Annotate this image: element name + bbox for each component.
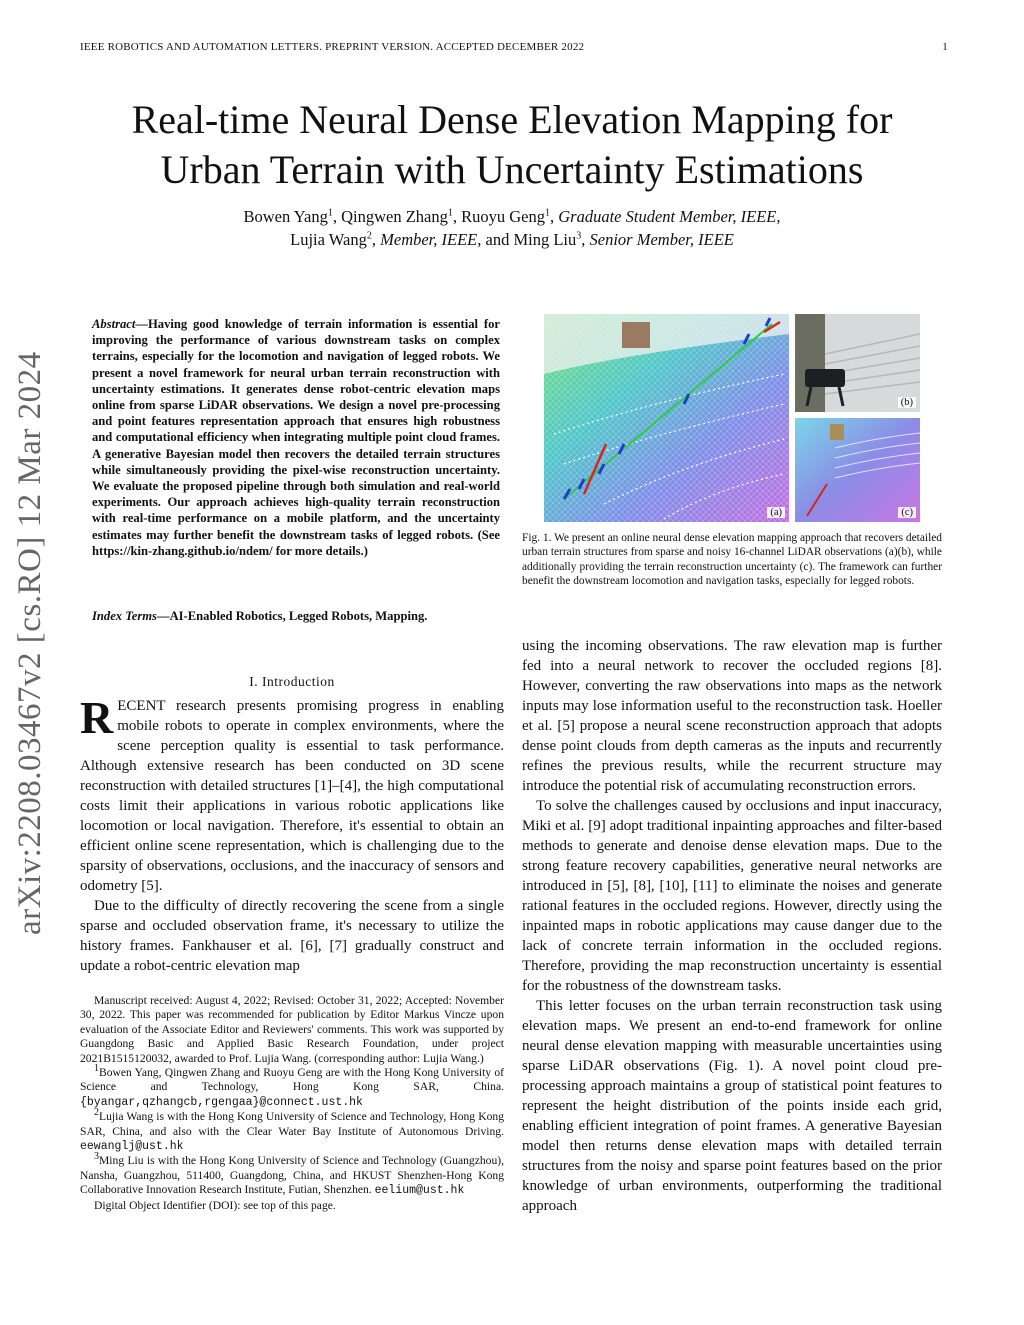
email: {byangar,qzhangcb,rgengaa}@connect.ust.hk [80,1095,363,1109]
page-number: 1 [942,41,948,53]
index-terms-text: —AI-Enabled Robotics, Legged Robots, Mapping. [156,609,428,623]
figure-1-caption: Fig. 1. We present an online neural dense elevation mapping approach that recovers detailed urban terrain structures from sparse and noisy 16-channel LiDAR observations (a)(b), while additionally providing the terrain reconstruction uncertainty (c). The framework can further benefit the downstream locomotion and navigation tasks, especially for legged robots. [522,532,942,588]
footnote-sup: 3 [94,1151,99,1163]
footnotes [80,994,504,1213]
intro-paragraph-1-text: ECENT research presents promising progress in enabling mobile robots to operate in complex environments, where the scene perception quality is essential to task performance. Although extensive research has been conducted on 3D scene reconstruction with detailed structures [1]–[4], the high computational costs limit their applications in various robotic applications like locomotion or local navigation. Therefore, it's essential to obtain an efficient online scene representation, which is challenging due to the sparsity of observations, occlusions, and the inaccuracy of sensors and odometry [5]. [80,698,504,894]
figure-1 [544,314,920,522]
footnote-text: Ming Liu is with the Hong Kong University of Science and Technology (Guangzhou), Nansha, Guangzhou, 511400, Guangdong, China, and HKUST Shenzhen-Hong Kong Collaborative Innovation Research Institute, Futian, Shenzhen. [80,1154,504,1197]
figure-panel-a [544,314,789,522]
author-name: Lujia Wang [290,230,367,249]
intro-paragraph-1 [80,692,504,896]
index-terms [92,608,500,624]
footnote-1 [80,1063,504,1110]
author-role: Senior Member, IEEE [589,230,734,249]
manuscript-note: Manuscript received: August 4, 2022; Revised: October 31, 2022; Accepted: November 30, 2022. This paper was recommended for publication by Editor Markus Vincze upon evaluation of the Associate Editor and Reviewers' comments. This work was supported by Guangdong Basic and Applied Basic Research Foundation, under project 2021B1515120032, awarded to Prof. Lujia Wang. (corresponding author: Lujia Wang.) [80,994,504,1065]
author-line-2: Lujia Wang$^2$, Member, IEEE, and Ming Liu$^3$, Senior Member, IEEE [290,230,734,249]
index-terms-label: Index Terms [92,609,157,623]
author-name: Ming Liu [513,230,577,249]
paper-title [60,95,964,195]
panel-label-a: (a) [767,507,785,518]
intro-right-column [522,636,942,1216]
affil-sup: 1 [545,207,550,219]
intro-left-column [80,692,504,976]
running-head-text: IEEE ROBOTICS AND AUTOMATION LETTERS. PREPRINT VERSION. ACCEPTED DECEMBER 2022 [80,41,585,53]
panel-label-c: (c) [898,507,916,518]
author-name: Ruoyu Geng [461,207,545,226]
author-role: Member, IEEE, [380,230,482,249]
title-line-2: Urban Terrain with Uncertainty Estimations [160,147,864,192]
panel-label-b: (b) [898,397,916,408]
intro-paragraph-5: This letter focuses on the urban terrain reconstruction task using elevation maps. We present an end-to-end framework for online neural dense elevation mapping with measurable uncertainties using sparse LiDAR observations (Fig. 1). A novel point cloud pre-processing approach maintains a group of statistical point features to represent the height distribution of the points inside each grid, enabling efficient integration of point frames. A generative Bayesian model then returns dense elevation maps with detailed terrain structures from the noisy and sparse point features based on the prior knowledge of urban environments, outperforming the traditional approach [522,998,942,1214]
footnote-3 [80,1151,504,1198]
intro-paragraph-3: using the incoming observations. The raw elevation map is further fed into a neural network to recover the occluded regions [8]. However, converting the raw observations into maps as the network inputs may lose information useful to the reconstruction task. Hoeller et al. [5] propose a neural scene reconstruction approach that adopts dense point clouds from depth cameras as the inputs and recurrently refines the previous results, while the recurrent structure may introduce the potential risk of accumulating reconstruction errors. [522,638,942,794]
drop-cap: R [80,692,114,743]
footnote-2 [80,1107,504,1154]
author-name: Qingwen Zhang [341,207,448,226]
author-role: Graduate Student Member, IEEE, [558,207,781,226]
author-list [60,205,964,251]
author-line-1: Bowen Yang$^1$, Qingwen Zhang$^1$, Ruoyu Geng$^1$, Graduate Student Member, IEEE, [243,207,781,226]
abstract-text: —Having good knowledge of terrain information is essential for improving the performance of various downstream tasks on complex terrains, especially for the locomotion and navigation of legged robots. We present a novel framework for neural urban terrain reconstruction with uncertainty estimations. It generates dense robot-centric elevation maps online from sparse LiDAR observations. We design a novel pre-processing and point features representation approach that ensures high robustness and computational efficiency when integrating multiple point cloud frames. A generative Bayesian model then recovers the detailed terrain structures while simultaneously providing the pixel-wise reconstruction uncertainty. We evaluate the proposed pipeline through both simulation and real-world experiments. Our approach achieves high-quality terrain reconstruction with real-time performance on a mobile platform, and the uncertainty estimates may further benefit the downstream tasks of legged robots. (See https://kin-zhang.github.io/ndem/ for more details.) [92,317,500,558]
footnote-sup: 1 [94,1063,99,1075]
intro-paragraph-2: Due to the difficulty of directly recovering the scene from a single sparse and occluded observation frame, it's necessary to utilize the history frames. Fankhauser et al. [6], [7] gradually construct and update a robot-centric elevation map [80,898,504,974]
elevation-map-image [544,314,789,522]
abstract-label: Abstract [92,317,136,331]
affil-sup: 1 [447,207,453,219]
footnote-sup: 2 [94,1107,99,1119]
arxiv-stamp: arXiv:2208.03467v2 [cs.RO] 12 Mar 2024 [12,351,48,935]
footnote-text: Lujia Wang is with the Hong Kong University of Science and Technology, Hong Kong SAR, China, and also with the Clear Water Bay Institute of Autonomous Driving. [80,1110,504,1138]
affil-sup: 2 [366,230,372,242]
figure-panel-b [795,314,920,412]
running-header [80,41,948,53]
figure-panel-c [795,418,920,522]
footnote-text: Bowen Yang, Qingwen Zhang and Ruoyu Geng are with the Hong Kong University of Science and Technology, Hong Kong SAR, China. [80,1066,504,1094]
affil-sup: 1 [327,207,333,219]
section-heading: I. Introduction [249,674,335,689]
email: eelium@ust.hk [374,1184,465,1198]
affil-sup: 3 [576,230,582,242]
author-conjunction: and [485,230,510,249]
doi-note: Digital Object Identifier (DOI): see top of this page. [94,1198,336,1212]
email: eewanglj@ust.hk [80,1140,184,1154]
author-name: Bowen Yang [243,207,328,226]
abstract [92,316,500,559]
title-line-1: Real-time Neural Dense Elevation Mapping for [131,97,893,142]
intro-paragraph-4: To solve the challenges caused by occlusions and input inaccuracy, Miki et al. [9] adopt traditional inpainting approaches and filter-based methods to generate and denoise dense elevation maps. Due to the strong feature recovery capabilities, generative neural networks are introduced in [5], [8], [10], [11] to eliminate the noises and generate rational features in the occluded regions. However, directly using the inpainted maps in robotic applications may cause danger due to the lack of concrete terrain information in the occluded regions. Therefore, providing the map reconstruction uncertainty is essential for the robustness of the downstream tasks. [522,798,942,994]
